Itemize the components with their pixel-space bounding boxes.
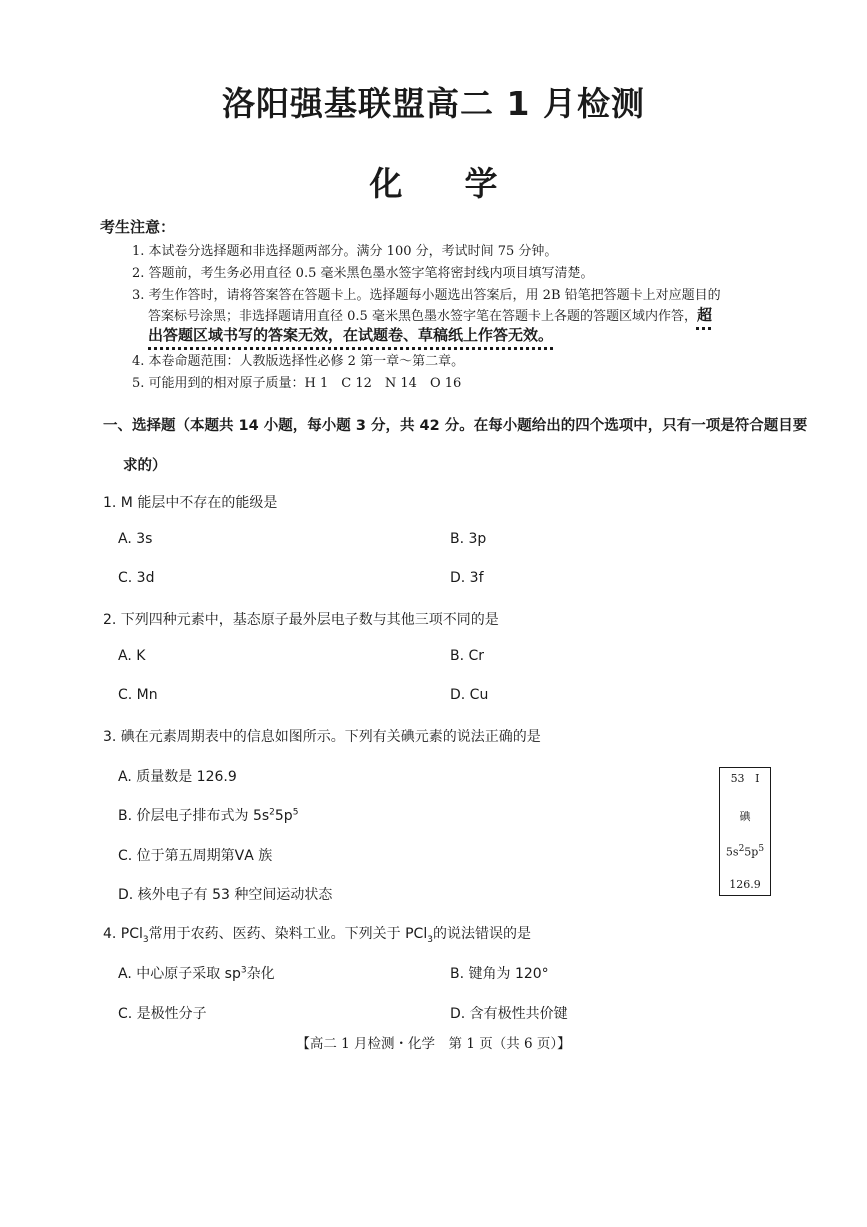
q4-option-a-text: A. 中心原子采取 sp xyxy=(118,966,241,982)
q2-option-c: C. Mn xyxy=(118,687,158,703)
element-config-sup2: 5 xyxy=(758,844,765,854)
iodine-element-card xyxy=(719,767,771,896)
q3-option-b xyxy=(118,805,298,825)
exam-title: 洛阳强基联盟高二 1 月检测 xyxy=(222,84,645,123)
q3-option-a: A. 质量数是 126.9 xyxy=(118,769,237,785)
q1-option-d: D. 3f xyxy=(450,570,484,586)
element-config-sup1: 2 xyxy=(738,844,745,854)
q4-stem-sub2: 3 xyxy=(427,934,433,945)
q2-option-a: A. K xyxy=(118,648,146,664)
notice-item-3-cont xyxy=(148,304,712,325)
element-name: 碘 xyxy=(739,810,751,823)
q3-option-c: C. 位于第五周期第ⅤA 族 xyxy=(118,848,273,864)
q3-option-b-sup1: 2 xyxy=(269,807,275,818)
element-config-a: 5s xyxy=(725,845,739,859)
q4-stem-mid: 常用于农药、医药、染料工业。下列关于 PCl xyxy=(148,926,428,942)
notice-item-4: 4. 本卷命题范围：人教版选择性必修 2 第一章～第二章。 xyxy=(132,354,465,369)
q4-option-a-sup: 3 xyxy=(240,965,247,976)
q3-option-b-sup2: 5 xyxy=(292,807,299,818)
element-mass: 126.9 xyxy=(729,878,761,891)
q3-option-b-mid: 5p xyxy=(274,808,293,824)
subject-title: 化学 xyxy=(369,164,560,203)
q1-option-a: A. 3s xyxy=(118,531,153,547)
notice-item-3-line2: 答案标号涂黑；非选择题请用直径 0.5 毫米黑色墨水签字笔在答题卡上各题的答题区域内作答， xyxy=(148,309,697,324)
q4-option-b: B. 键角为 120° xyxy=(450,966,549,982)
question-4-stem xyxy=(103,923,531,945)
page-footer: 【高二 1 月检测・化学 第 1 页（共 6 页）】 xyxy=(296,1036,571,1052)
q4-option-a xyxy=(118,963,275,983)
notice-item-2: 2. 答题前，考生务必用直径 0.5 毫米黑色墨水签字笔将密封线内项目填写清楚。 xyxy=(132,266,594,281)
notice-item-3-cont2 xyxy=(148,324,553,345)
notice-item-1: 1. 本试卷分选择题和非选择题两部分。满分 100 分，考试时间 75 分钟。 xyxy=(132,244,558,259)
q4-stem-pre: 4. PCl xyxy=(103,926,143,942)
element-number: 53 xyxy=(730,772,745,785)
element-config xyxy=(720,844,770,859)
notice-bold-text-b: 出答题区域书写的答案无效，在试题卷、草稿纸上作答无效。 xyxy=(148,326,554,344)
q3-option-b-text: B. 价层电子排布式为 5s xyxy=(118,808,270,824)
q4-stem-sub1: 3 xyxy=(142,934,149,945)
question-3-stem: 3. 碘在元素周期表中的信息如图所示。下列有关碘元素的说法正确的是 xyxy=(103,729,541,745)
q1-option-b: B. 3p xyxy=(450,531,487,547)
notice-item-5: 5. 可能用到的相对原子质量：H 1 C 12 N 14 O 16 xyxy=(132,376,462,391)
q4-option-c: C. 是极性分子 xyxy=(118,1006,207,1022)
question-2-stem: 2. 下列四种元素中，基态原子最外层电子数与其他三项不同的是 xyxy=(103,612,499,628)
notice-bold-text-a: 超 xyxy=(696,306,712,324)
element-symbol: I xyxy=(755,772,760,785)
q2-option-d: D. Cu xyxy=(450,687,489,703)
question-1-stem: 1. M 能层中不存在的能级是 xyxy=(103,495,278,511)
q1-option-c: C. 3d xyxy=(118,570,155,586)
q4-option-a-post: 杂化 xyxy=(246,966,275,982)
q2-option-b: B. Cr xyxy=(450,648,485,664)
q4-option-d: D. 含有极性共价键 xyxy=(450,1006,568,1022)
q3-option-d: D. 核外电子有 53 种空间运动状态 xyxy=(118,887,333,903)
q4-stem-post: 的说法错误的是 xyxy=(432,926,531,942)
notice-item-3: 3. 考生作答时，请将答案答在答题卡上。选择题每小题选出答案后，用 2B 铅笔把答题卡上对应题目的 xyxy=(132,288,721,303)
section-heading-cont: 求的） xyxy=(123,458,167,474)
element-config-b: 5p xyxy=(744,845,759,859)
section-heading: 一、选择题（本题共 14 小题，每小题 3 分，共 42 分。在每小题给出的四个选项中，只有一项是符合题目要 xyxy=(103,418,808,434)
notice-heading: 考生注意： xyxy=(100,218,176,236)
element-number-symbol xyxy=(720,772,770,785)
